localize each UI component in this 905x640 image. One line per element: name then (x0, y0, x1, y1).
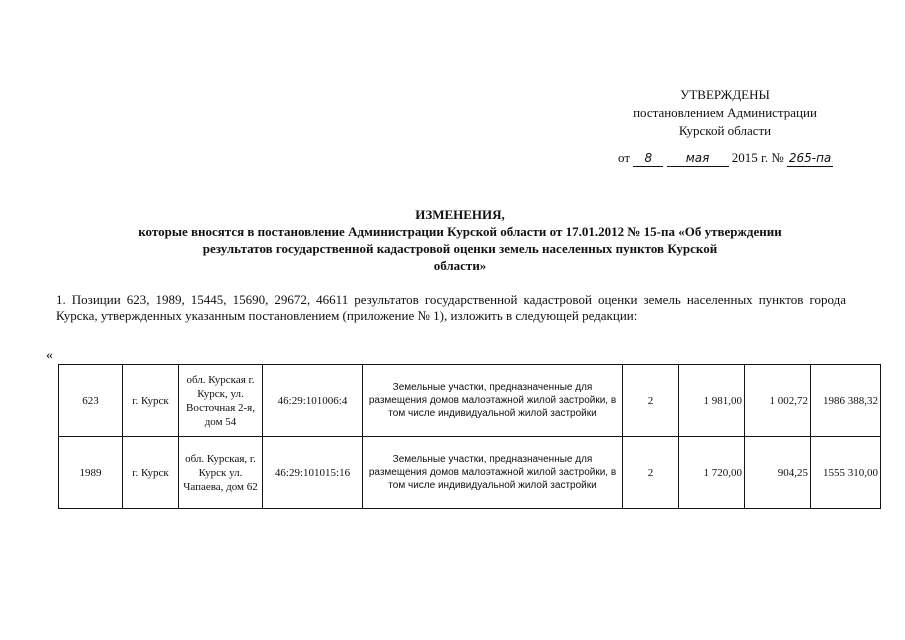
cell-area: 1 981,00 (679, 365, 745, 437)
decree-day: 8 (633, 151, 663, 167)
cell-position: 623 (59, 365, 123, 437)
approval-title: УТВЕРЖДЕНЫ (680, 87, 770, 102)
open-quote: « (46, 348, 53, 363)
valuation-table (58, 364, 881, 509)
decree-number: 265-па (788, 151, 832, 165)
heading-title: ИЗМЕНЕНИЯ, (415, 207, 505, 222)
document-heading (60, 206, 860, 274)
approval-line-3: Курской области (678, 123, 772, 138)
heading-line-4: области» (433, 258, 487, 273)
decree-prefix: от (618, 150, 631, 165)
decree-reference (618, 150, 833, 167)
cell-rate: 1 002,72 (745, 365, 811, 437)
cell-group: 2 (623, 437, 679, 509)
table-row (59, 437, 881, 509)
cell-area: 1 720,00 (679, 437, 745, 509)
approval-line-2: постановлением Администрации (633, 105, 817, 120)
heading-line-3: результатов государственной кадастровой оценки земель населенных пунктов Курской (202, 241, 718, 256)
body-paragraph: 1. Позиции 623, 1989, 15445, 15690, 29672, 46611 результатов государственной кадастровой оценки земель населенных пунктов города Курска, утвержденных указанным постановлением (приложение № 1), изложить в следующей редакции: (56, 292, 846, 323)
cell-purpose: Земельные участки, предназначенные для размещения домов малоэтажной жилой застройки, в том числе индивидуальной жилой застройки (363, 437, 623, 509)
cell-address: обл. Курская г. Курск, ул. Восточная 2-я, дом 54 (179, 365, 263, 437)
cell-value: 1555 310,00 (811, 437, 881, 509)
cell-cadastral: 46:29:101006:4 (263, 365, 363, 437)
cell-purpose: Земельные участки, предназначенные для размещения домов малоэтажной жилой застройки, в том числе индивидуальной жилой застройки (363, 365, 623, 437)
cell-rate: 904,25 (745, 437, 811, 509)
cell-city: г. Курск (123, 365, 179, 437)
heading-line-2: которые вносятся в постановление Администрации Курской области от 17.01.2012 № 15-па «Об утверждении (138, 224, 782, 239)
cell-city: г. Курск (123, 437, 179, 509)
decree-month: мая (667, 151, 729, 167)
cell-position: 1989 (59, 437, 123, 509)
cell-cadastral: 46:29:101015:16 (263, 437, 363, 509)
table-row (59, 365, 881, 437)
approval-stamp (600, 86, 850, 140)
cell-value: 1986 388,32 (811, 365, 881, 437)
decree-year: 2015 г. № (731, 150, 784, 165)
cell-group: 2 (623, 365, 679, 437)
cell-address: обл. Курская, г. Курск ул. Чапаева, дом 62 (179, 437, 263, 509)
